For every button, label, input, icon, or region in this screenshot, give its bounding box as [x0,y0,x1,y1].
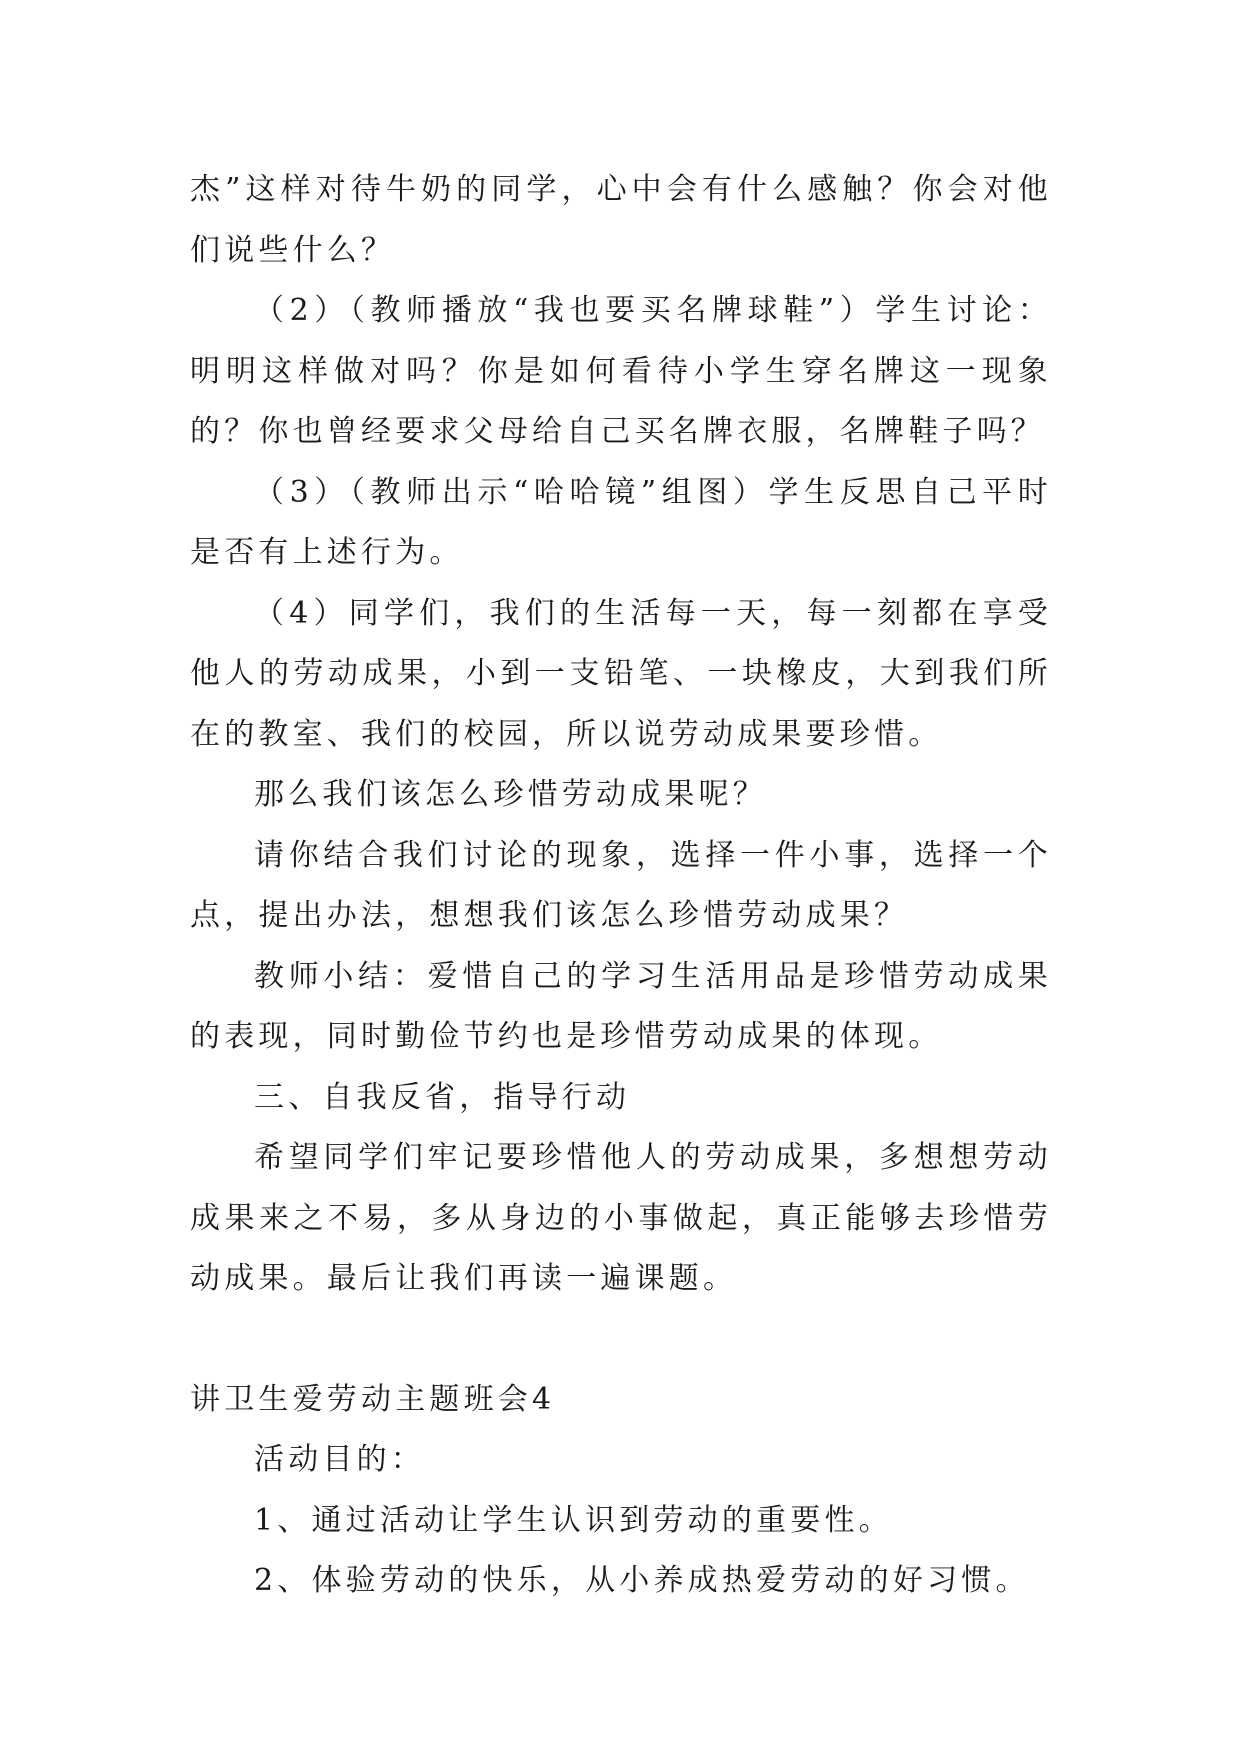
paragraph-closing-hope: 希望同学们牢记要珍惜他人的劳动成果，多想想劳动成果来之不易，多从身边的小事做起，真正能够去珍惜劳动成果。最后让我们再读一遍课题。 [190,1140,1052,1296]
paragraph-brand-shoes-discussion: （2）（教师播放“我也要买名牌球鞋”）学生讨论：明明这样做对吗？你是如何看待小学生穿名牌这一现象的？你也曾经要求父母给自己买名牌衣服，名牌鞋子吗？ [190,293,1052,449]
paragraph-choose-small-thing: 请你结合我们讨论的现象，选择一件小事，选择一个点，提出办法，想想我们该怎么珍惜劳动成果？ [190,837,1052,933]
document-body [190,160,1052,1612]
paragraph-teacher-summary: 教师小结：爱惜自己的学习生活用品是珍惜劳动成果的表现，同时勤俭节约也是珍惜劳动成果的体现。 [190,958,1052,1054]
paragraph-activity-purpose-label: 活动目的： [254,1442,425,1477]
paragraph-funhouse-mirror: （3）（教师出示“哈哈镜”组图）学生反思自己平时是否有上述行为。 [190,474,1052,570]
section-title: 讲卫生爱劳动主题班会4 [190,1381,556,1417]
paragraph-labor-fruits: （4）同学们，我们的生活每一天，每一刻都在享受他人的劳动成果，小到一支铅笔、一块橡皮，大到我们所在的教室、我们的校园，所以说劳动成果要珍惜。 [190,595,1052,752]
paragraph-how-to-cherish-question: 那么我们该怎么珍惜劳动成果呢？ [254,777,767,812]
paragraph-purpose-item-1: 1、通过活动让学生认识到劳动的重要性。 [254,1502,893,1538]
paragraph-purpose-item-2: 2、体验劳动的快乐，从小养成热爱劳动的好习惯。 [254,1563,1030,1598]
paragraph-milk-reflection: 杰”这样对待牛奶的同学，心中会有什么感触？你会对他们说些什么？ [190,172,1052,268]
paragraph-section-three-heading: 三、自我反省，指导行动 [254,1079,631,1115]
